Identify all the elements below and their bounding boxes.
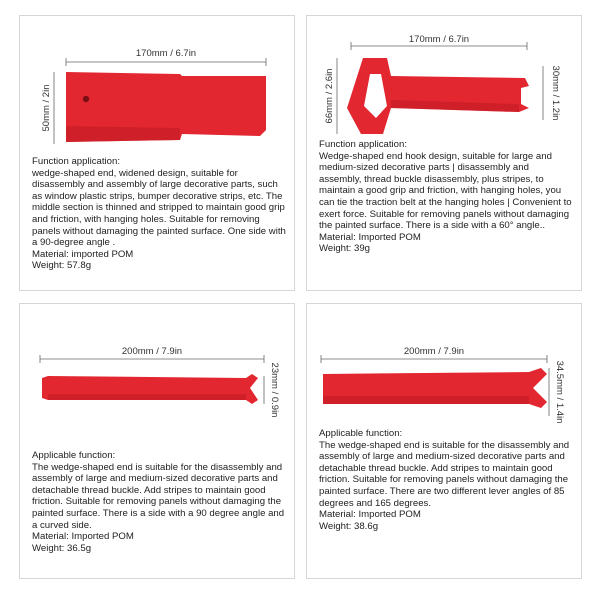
tool-2-illustration (307, 16, 583, 154)
tool-4-heading: Applicable function: (319, 428, 403, 439)
tool-1-height-label: 50mm / 2in (41, 84, 52, 132)
tool-1-description-block (32, 156, 286, 272)
product-panel-1 (19, 15, 295, 291)
tool-1-description: wedge-shaped end, widened design, suitable for disassembly and assembly of large decorative parts, such as window plastic strips, bumper decorative strips, etc. The middle section is thinned and stripped to maintain good grip and friction, with hanging holes. Suitable for removing panels without damaging the painted surface. One side with a 90-degree angle . (32, 167, 286, 249)
tool-2-material: Material: Imported POM (319, 231, 421, 243)
tool-1-weight: Weight: 57.8g (32, 260, 92, 272)
tool-1-width-label: 170mm / 6.7in (135, 48, 197, 59)
product-panel-3 (19, 303, 295, 579)
tool-4-material: Material: Imported POM (319, 509, 421, 521)
hanging-hole-icon (83, 96, 89, 102)
tool-1-illustration (20, 16, 296, 154)
tool-2-heading: Function application: (319, 139, 407, 150)
tool-3-description: The wedge-shaped end is suitable for the disassembly and assembly of large and medium-sized decorative parts and detachable thread buckle. Add stripes to maintain good friction. Suitable for removing panels without damaging the painted surface. There is a side with a 90 degree angle and a curved side. (32, 461, 285, 531)
tool-2-side-label: 30mm / 1.2in (550, 65, 561, 121)
tool-4-illustration (307, 304, 583, 442)
tool-2-body (347, 58, 529, 134)
tool-2-width-label: 170mm / 6.7in (408, 34, 470, 45)
tool-3-description-block (32, 450, 286, 554)
tool-2-description: Wedge-shaped end hook design, suitable for large and medium-sized decorative parts | disassembly and assembly, thread buckle disassembly, plus stripes, to maintain a good grip and friction, with hanging holes, you can tie the traction belt at the hanging holes | Convenient to exert force. Suitable for removing panels without damaging the painted surface. There is a side with a 60° angle.. (319, 150, 572, 232)
tool-3-heading: Applicable function: (32, 450, 116, 461)
tool-4-weight: Weight: 38.6g (319, 520, 379, 532)
tool-4-side-label: 34.5mm / 1.4in (554, 360, 565, 424)
tool-2-height-label: 66mm / 2.6in (324, 68, 335, 124)
tool-3-side-label: 23mm / 0.9in (269, 362, 280, 418)
tool-3-width-label: 200mm / 7.9in (121, 346, 183, 357)
tool-4-description-block (319, 428, 573, 532)
tool-4-width-label: 200mm / 7.9in (403, 346, 465, 357)
tool-3-weight: Weight: 36.5g (32, 542, 92, 554)
product-panel-2 (306, 15, 582, 291)
tool-1-heading: Function application: (32, 156, 120, 167)
tool-2-weight: Weight: 39g (319, 243, 371, 255)
tool-4-description: The wedge-shaped end is suitable for the disassembly and assembly of large and medium-sized decorative parts and detachable thread buckle. Add stripes to maintain good friction. Suitable for removing panels without damaging the painted surface. There are two different lever angles of 85 degrees and 165 degrees. (319, 439, 570, 509)
tool-3-illustration (20, 304, 296, 442)
tool-2-description-block (319, 139, 573, 255)
tool-1-material: Material: imported POM (32, 248, 134, 260)
tool-3-material: Material: Imported POM (32, 531, 134, 543)
product-panel-4 (306, 303, 582, 579)
